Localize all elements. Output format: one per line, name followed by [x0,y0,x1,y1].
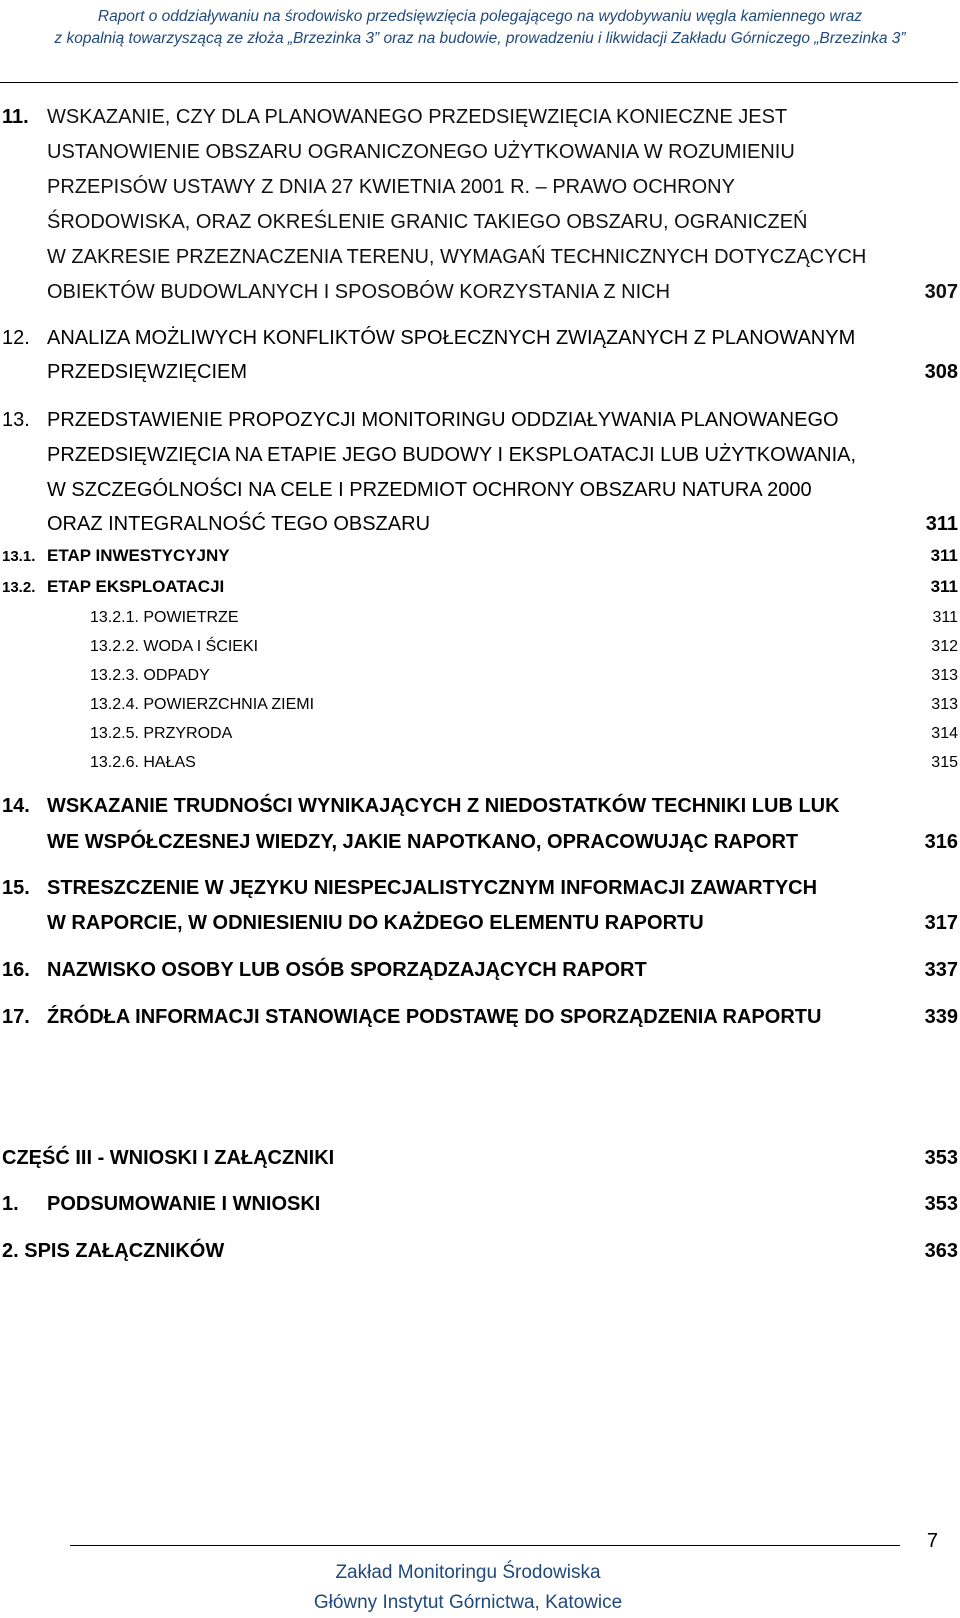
toc-line: 2. SPIS ZAŁĄCZNIKÓW [2,1240,225,1262]
toc-number: 12. [2,327,30,349]
toc-line: WE WSPÓŁCZESNEJ WIEDZY, JAKIE NAPOTKANO, OPRACOWUJĄC RAPORT [47,831,799,853]
toc-line: STRESZCZENIE W JĘZYKU NIESPECJALISTYCZNYM INFORMACJI ZAWARTYCH [47,877,818,899]
toc-line: PRZEDSIĘWZIĘCIA NA ETAPIE JEGO BUDOWY I EKSPLOATACJI LUB UŻYTKOWANIA, [47,444,857,466]
toc-page-number: 307 [924,281,958,303]
footer-line-2: Główny Instytut Górnictwa, Katowice [313,1592,623,1613]
toc-line: W SZCZEGÓLNOŚCI NA CELE I PRZEDMIOT OCHRONY OBSZARU NATURA 2000 [47,479,812,501]
toc-line: NAZWISKO OSOBY LUB OSÓB SPORZĄDZAJĄCYCH RAPORT [47,959,647,981]
toc-line: USTANOWIENIE OBSZARU OGRANICZONEGO UŻYTKOWANIA W ROZUMIENIU [47,141,795,163]
toc-page-number: 315 [931,754,958,771]
toc-number: 11. [2,106,29,128]
toc-line: ETAP EKSPLOATACJI [47,577,225,596]
toc-line: WSKAZANIE TRUDNOŚCI WYNIKAJĄCYCH Z NIEDOSTATKÓW TECHNIKI LUB LUK [47,795,840,817]
toc-line: WSKAZANIE, CZY DLA PLANOWANEGO PRZEDSIĘWZIĘCIA KONIECZNE JEST [47,106,788,128]
toc-line: OBIEKTÓW BUDOWLANYCH I SPOSOBÓW KORZYSTANIA Z NICH [47,281,671,303]
toc-number: 13.1. [2,548,36,565]
toc-line: 13.2.4. POWIERZCHNIA ZIEMI [90,696,315,713]
footer-line-1: Zakład Monitoringu Środowiska [335,1562,601,1583]
toc-line: ŚRODOWISKA, ORAZ OKREŚLENIE GRANIC TAKIEGO OBSZARU, OGRANICZEŃ [47,211,808,233]
toc-number: 13.2. [2,579,36,596]
running-footer [0,1558,936,1618]
toc-page-number: 314 [931,725,958,742]
toc-number: 17. [2,1006,30,1028]
toc-page-number: 313 [931,696,958,713]
toc-page-number: 363 [924,1240,958,1262]
toc-number: 13. [2,409,30,431]
toc-line: PRZEDSTAWIENIE PROPOZYCJI MONITORINGU ODDZIAŁYWANIA PLANOWANEGO [47,409,839,431]
toc-page-number: 313 [931,667,958,684]
header-rule [0,82,958,83]
header-line-1: Raport o oddziaływaniu na środowisko przedsięwzięcia polegającego na wydobywaniu węgla kamiennego wraz [97,8,863,25]
footer-rule [70,1545,900,1546]
toc-number: 16. [2,959,30,981]
page-number: 7 [926,1530,938,1552]
toc-number: 1. [2,1193,19,1215]
toc-page-number: 337 [924,959,958,981]
toc-page-number: 316 [924,831,958,853]
toc-page-number: 312 [931,638,958,655]
toc-page-number: 311 [925,513,958,535]
toc-page-number: 317 [924,912,958,934]
toc-line: ORAZ INTEGRALNOŚĆ TEGO OBSZARU [47,513,431,535]
toc-line: 13.2.5. PRZYRODA [90,725,233,742]
toc-part-title: CZĘŚĆ III - WNIOSKI I ZAŁĄCZNIKI [2,1147,335,1169]
toc-line: ETAP INWESTYCYJNY [47,546,230,565]
toc-line: 13.2.2. WODA I ŚCIEKI [90,638,259,655]
running-header [0,6,960,50]
toc-line: PRZEDSIĘWZIĘCIEM [47,361,248,383]
toc-line: PRZEPISÓW USTAWY Z DNIA 27 KWIETNIA 2001 R. – PRAWO OCHRONY [47,176,735,198]
toc-number: 15. [2,877,30,899]
toc-page-number: 353 [924,1193,958,1215]
toc-line: 13.2.1. POWIETRZE [90,609,239,626]
toc-line: 13.2.6. HAŁAS [90,754,196,771]
toc-line: ŹRÓDŁA INFORMACJI STANOWIĄCE PODSTAWĘ DO SPORZĄDZENIA RAPORTU [47,1006,822,1028]
toc-line: 13.2.3. ODPADY [90,667,210,684]
toc-page-number: 353 [924,1147,958,1169]
toc-number: 14. [2,795,30,817]
toc-page-number: 311 [932,609,958,626]
toc-page-number: 339 [924,1006,958,1028]
toc-line: ANALIZA MOŻLIWYCH KONFLIKTÓW SPOŁECZNYCH ZWIĄZANYCH Z PLANOWANYM [47,327,856,349]
toc-page-number: 311 [930,577,958,596]
toc-page-number: 308 [924,361,958,383]
toc-page-number: 311 [930,546,958,565]
header-line-2: z kopalnią towarzyszącą ze złoża „Brzezinka 3” oraz na budowie, prowadzeniu i likwidacji Zakładu Górniczego „Brzezinka 3” [54,30,906,47]
toc-line: PODSUMOWANIE I WNIOSKI [47,1193,321,1215]
toc-line: W ZAKRESIE PRZEZNACZENIA TERENU, WYMAGAŃ TECHNICZNYCH DOTYCZĄCYCH [47,246,867,268]
toc-line: W RAPORCIE, W ODNIESIENIU DO KAŻDEGO ELEMENTU RAPORTU [47,912,704,934]
